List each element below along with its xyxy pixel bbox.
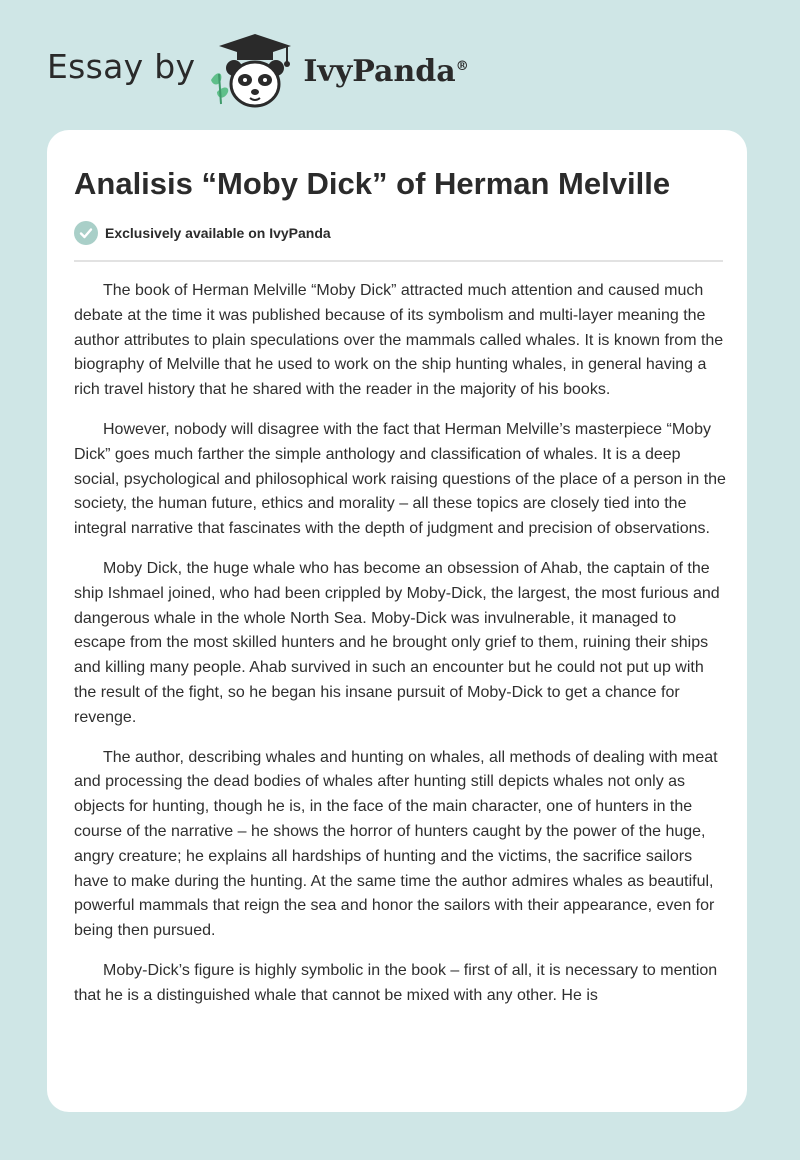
brand-name[interactable] bbox=[303, 54, 468, 89]
essay-card bbox=[47, 130, 747, 1112]
divider bbox=[74, 260, 723, 262]
paragraph: Moby-Dick’s figure is highly symbolic in the book – first of all, it is necessary to mention that he is a distinguished whale that cannot be mixed with any other. He is bbox=[74, 961, 718, 1004]
essay-body bbox=[74, 279, 726, 1024]
paragraph: The author, describing whales and hunting on whales, all methods of dealing with meat and processing the dead bodies of whales after hunting still depicts whales not only as objects for hunting, though he is, in the face of the main character, one of hunters in the course of the narrative – he shows the horror of hunters caught by the power of the huge, angry creature; he explains all hardships of hunting and the victims, the sacrifice sailors have to make during the hunting. At the same time the author admires whales as beautiful, powerful mammals that reign the sea and honor the sailors with their appearance, even for being then pursued. bbox=[74, 748, 718, 940]
paragraph: Moby Dick, the huge whale who has become an obsession of Ahab, the captain of the ship Ishmael joined, who had been crippled by Moby-Dick, the largest, the most furious and dangerous whale in the whole North Sea. Moby-Dick was invulnerable, it managed to escape from the most skilled hunters and he brought only grief to them, ruining their ships and killing many people. Ahab survived in such an encounter but he could not put up with the result of the fight, so he began his insane pursuit of Moby-Dick to get a chance for revenge. bbox=[74, 559, 720, 726]
essay-by-label: Essay by bbox=[47, 46, 196, 86]
page-title: Analisis “Moby Dick” of Herman Melville bbox=[74, 166, 671, 201]
paragraph: The book of Herman Melville “Moby Dick” attracted much attention and caused much debate at the time it was published because of its symbolism and multi-layer meaning the author attributes to plain speculations over the mammals called whales. It is known from the biography of Melville that he used to work on the ship hunting whales, in general having a rich travel history that he shared with the reader in the majority of his books. bbox=[74, 282, 724, 399]
brand-text: IvyPanda bbox=[303, 53, 456, 89]
exclusive-label: Exclusively available on IvyPanda bbox=[105, 225, 331, 241]
exclusive-badge bbox=[74, 221, 331, 245]
registered-mark: ® bbox=[455, 58, 469, 74]
site-header bbox=[47, 30, 469, 110]
panda-logo-icon[interactable] bbox=[207, 30, 297, 110]
paragraph: However, nobody will disagree with the fact that Herman Melville’s masterpiece “Moby Dick” goes much farther the simple anthology and classification of whales. It is a deep social, psychological and philosophical work raising questions of the place of a person in the society, the human future, ethics and morality – all these topics are closely tied into the integral narrative that fascinates with the depth of judgment and precision of observations. bbox=[74, 420, 726, 538]
check-icon bbox=[74, 221, 98, 245]
